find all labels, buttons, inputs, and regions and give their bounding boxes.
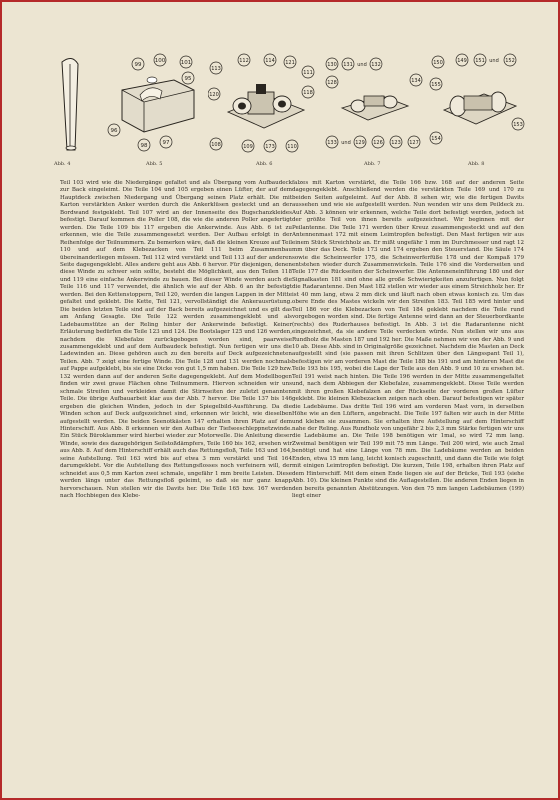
- part-number-label: 100: [154, 58, 166, 64]
- part-number-label: 128: [327, 80, 337, 86]
- part-number-label: 133: [327, 140, 337, 146]
- part-number-label: 108: [211, 142, 221, 148]
- part-number-label: 98: [140, 143, 148, 149]
- part-number-label: 149: [457, 58, 467, 64]
- figure-caption: Abb. 4: [54, 161, 71, 167]
- body-text-right: falzes mit Karton verstärkt, die Teile 166 bzw. 168 auf der anderen Seite dagegengeklebt. Anschließend werden die verstärkten Teile 169 und 170 zu beiden Seiten aufgeleimt. Auf der Abb. 8 sehen wir, wie die fertigen Davits aussehen und wie sie aufgestellt werden. Nun wenden wir uns dem Peildeck zu. Auf Abb. 3 können wir erkennen, welche Teile dort befestigt werden, jedoch ist der größte Teil von ihnen bereits aufgezeichnet. Wir beginnen mit der Peilantenne. Die Teile 171 werden über Kreuz zusammengesteckt und auf den Antennenmast 172 mit einem Leimtropfen befestigt. Den Mast fertigen wir aus einem Stück Streichholz an. Er mißt ungefähr 1 mm im Durchmesser und ragt 12 mm über das Deck. Teile 173 und 174 ergeben den Steuerstand. Die Säule 174 sowie die Scheinwerfer 175, die Scheinwerferfüße 178 und der Kompaß 179 entstehen wieder durch Zusammenwickeln. Teile 176 sind die Vorderseiten und Teile 177 die Rückseiten der Scheinwerfer. Die Antenneneinführung 180 und der Signalkasten 181 sind ohne alle große Schwierigkeiten anzufertigen. Nun folgt die Radarantenne. Den Mast 182 stellen wir wieder aus einem Streichholz her. Er ist 40 mm lang, etwa 2 mm dick und läuft nach oben etwas konisch zu. Um das obere Ende des Mastes wickeln wir den Streifen 183. Teil 185 wird hinter und Teil 186 vor die Klebezacken von Teil 184 geklebt nachdem die Teile rund vorgebogen worden sind. Die fertige Antenne wird dann an der Steuerbordkante (rechts) des Ruderhauses befestigt. In Abb. 3 ist die Radarantenne nicht eingezeichnet, da sie andere Teile verdecken würde. Nun stellen wir uns aus Rundholz die Masten 187 und 192 her. Die Maße nehmen wir von der Abb. 9 und 10 ab. Diese Abb. sind in Originalgröße gezeichnet. Nachdem die Masten an Deck aufgestellt sind (sie passen mit ihren Schlitzen über den Längsspant Teil 1), befestigen wir am vorderen Mast die Teile 188 bis 191 und am hinteren Mast die Teile 193 bis 195, wobei die Lage der Teile aus den Abb. 9 und 10 zu ersehen ist. Teil 191 weist nach hinten. Die Teile 196 werden in der Mitte zusammengefaltet und, nach dem Abbiegen der Klebefalze, zusammengeklebt. Diese Teile werden mit ihren großen Klebefalzen an der Rückseite der vorderen großen Lüfter geklebt. Die kleinen Klebezacken zeigen nach oben. Darauf befestigen wir später die Ladebäume. Das dritte Teil 196 wird am vorderen Mast vorn, in derselben Höhe wie an den Lüftern, angebracht. Die Teile 197 falten wir auch in der Mitte und kleben sie zusammen. Sie erhalten ihre Aufstellung auf dem Hinterschiff nahe der Reling. Aus Rundholz von ungefähr 2 bis 2,3 mm Stärke fertigen wir uns die Ladebäume an. Die Teile 198 benötigen wir 1mal, so wird 72 mm lang. Zweimal benötigen wir Teil 199 mit 75 mm Länge. Teil 200 wird, wie auch 2mal benötigt und hat eine Länge von 78 mm. Die Ladebäume werden an beiden Enden, etwa 15 mm lang, leicht konisch zugeschnitt, und dann die Teile wie folgt mit einigen Leimtropfen befestigt. Die kurzen, Teile 198, erhalten ihren Platz auf dem Hinterschiff. Mit dem einen Ende liegen sie auf der Brücke, Teil 193 (siehe Abb. 10). Die kleinen Punkte sind die Auflagestellen. Die anderen Enden liegen in den bereits genannten Abstützungen. Von den 75 mm langen Ladebäumen (199) liegt einer: [292, 180, 524, 500]
- part-number-label: 130: [327, 62, 337, 68]
- part-number-label: 123: [391, 140, 401, 146]
- part-number-label: 134: [411, 78, 421, 84]
- part-number-label: 126: [373, 140, 383, 146]
- text-column-left: [60, 180, 292, 500]
- part-number-label: 127: [409, 140, 419, 146]
- part-number-label: 153: [513, 122, 523, 128]
- figure-abb-4: [42, 50, 102, 170]
- part-number-label: 121: [285, 60, 295, 66]
- part-number-label: 101: [180, 60, 192, 66]
- part-number-label: und: [489, 58, 499, 64]
- figure-caption: Abb. 7: [364, 161, 381, 167]
- part-number-label: 96: [110, 128, 118, 134]
- part-number-label: 155: [431, 82, 441, 88]
- part-number-label: 95: [184, 76, 192, 82]
- part-number-label: 113: [211, 66, 221, 72]
- figure-abb-6: [208, 50, 318, 170]
- text-column-right: [292, 180, 524, 500]
- figure-abb-8: [428, 50, 528, 170]
- part-number-label: 111: [303, 70, 313, 76]
- part-number-label: 99: [134, 62, 142, 68]
- part-number-label: 150: [433, 60, 443, 66]
- part-number-label: 152: [505, 58, 515, 64]
- part-number-label: 132: [371, 62, 381, 68]
- part-number-label: 114: [265, 58, 275, 64]
- part-number-label: 120: [209, 92, 219, 98]
- part-number-label: 131: [343, 62, 353, 68]
- figure-caption: Abb. 8: [468, 161, 485, 167]
- trawl-winch-illustration: [428, 50, 528, 160]
- figure-caption: Abb. 6: [256, 161, 273, 167]
- part-number-label: 112: [239, 58, 249, 64]
- part-number-label: 109: [243, 144, 253, 150]
- part-number-label: und: [357, 62, 367, 68]
- figure-caption: Abb. 5: [146, 161, 163, 167]
- cargo-winch-illustration: [324, 50, 424, 160]
- part-number-label: 110: [287, 144, 297, 150]
- figure-abb-5: [104, 50, 204, 170]
- part-number-label: 118: [303, 90, 313, 96]
- part-number-label: 129: [355, 140, 365, 146]
- part-number-label: 154: [431, 136, 441, 142]
- part-number-label: 151: [475, 58, 485, 64]
- anchor-winch-illustration: [208, 50, 318, 160]
- part-number-label: und: [341, 140, 351, 146]
- figure-abb-7: [324, 50, 424, 170]
- figure-strip: [42, 50, 522, 170]
- deck-parts-illustration: [104, 50, 204, 160]
- part-number-label: 97: [162, 140, 170, 146]
- part-number-label: 173: [265, 144, 275, 150]
- rod-illustration: [42, 50, 102, 160]
- body-text-left: Teil 103 wird wie die Niedergänge gefaltet und als Übergang vom Aufbaudeck zur Back eingeleimt. Die Teile 104 und 105 ergeben einen Lüfter, der auf dem Hauptdeck zwischen Niedergang und Übergang seinen Platz erhält. Die mit Karton verstärkten Anker werden durch die Ankerklüsen gesteckt und an der Bordwand festgeklebt. Teil 107 wird an der Innenseite des Bugschanzkleides befestigt. Darauf kommen die Poller 108, die wie die anderen Poller angefertigt werden. Die Teile 109 bis 117 ergeben die Ankerwinde. Aus Abb. 6 ist zu erkennen, wie die Teile zusammengesetzt werden. Der Aufbau erfolgt in der Reihenfolge der Teilnummern. Zu bemerken wäre, daß die kleinen Kreuze auf Teil 110 und auf dem Klebezacken von Teil 111 beim Zusammenbau übereinanderliegen müssen. Teil 112 wird verstärkt und Teil 113 auf der anderen Seite dagegengeklebt. Alles andere geht aus Abb. 6 hervor. Für diejenigen, denen diese Winde zu schwer sein sollte, besteht die Möglichkeit, aus den Teilen 118 und 119 eine einfache Ankerwinde zu bauen. Bei dieser Winde werden auch die Teile 116 und 117 verwendet, die ähnlich wie auf der Abb. 6 an ihr befestigt werden. Bei den Kettenstoppern, Teil 120, werden die langen Lappen in der Mitte gefaltet und geklebt. Die Kette, Teil 121, vervollständigt die Ankerausrüstung. Die beiden letzten Teile sind auf der Back bereits aufgezeichnet und es gilt das am Anfang Gesagte. Die Teile 122 werden zusammengeklebt und als Ladebaumstütze an der Reling hinter der Ankerwinde befestigt. Keiner Erläuterung bedürfen die Teile 123 und 124. Die Bootslager 125 und 126 werden, nachdem die Klebefalze zurückgebogen worden sind, paarweise zusammengeklebt und auf dem Aufbaudeck befestigt. Nun fertigen wir uns die Ladewinden an. Diese gehören auch zu den bereits auf Deck aufgezeichneten Teilen. Abb. 7 zeigt eine fertige Winde. Die Teile 128 und 131 werden nochmals auf Pappe aufgeklebt, bis sie eine Dicke von gut 1,5 mm haben. Die Teile 129 bzw. 132 werden dann auf der anderen Seite dagegengeklebt. Auf dem Modellbogen finden wir zwei graue Flächen ohne Teilnummern. Hiervon schneiden wir uns schmale Streifen und verkleiden damit die Stirnseiten der zuletzt genannten Teile. Die übrige Aufbauarbeit klar aus der Abb. 7 hervor. Die Teile 137 bis 146 ergeben die gleichen Winden, jedoch in der Spiegelbild-Ausführung. Da die Winden schon auf Deck aufgezeichnet sind, erkennen wir leicht, wie dieselben aufgestellt werden. Die beiden Seenotkästen 147 erhalten ihren Platz auf dem Hinterschiff. Aus Abb. 8 erkennen wir den Aufbau der Tiefseeschleppnetzwinde. Ein Stück Büroklammer wird hierbei wieder zur Motorwelle. Die Anleitung dieser Winde, sowie des dazugehörigen Seilstoßdämpfers, Teile 160 bis 162, ersehen wir aus Abb. 8. Auf dem Hinterschiff erhält auch das Rettungsfloß, Teile 163 und 164, seine Aufstellung. Teil 163 wird bis auf etwa 3 mm verstärkt und Teil 164 darumgeklebt. Vor die Aufstellung des Rettungsflosses noch verfeinern will, der schneidet aus 0,5 mm Karton zwei schmale, ungefähr 1 mm breite Leisten. Diese werden längs unter das Rettungsfloß geleimt, so daß sie nur ganz knapp hervorschauen. Nun stellen wir die Davits her. Die Teile 165 bzw. 167 werden nach Hochbiegen des Klebe-: [60, 180, 292, 500]
